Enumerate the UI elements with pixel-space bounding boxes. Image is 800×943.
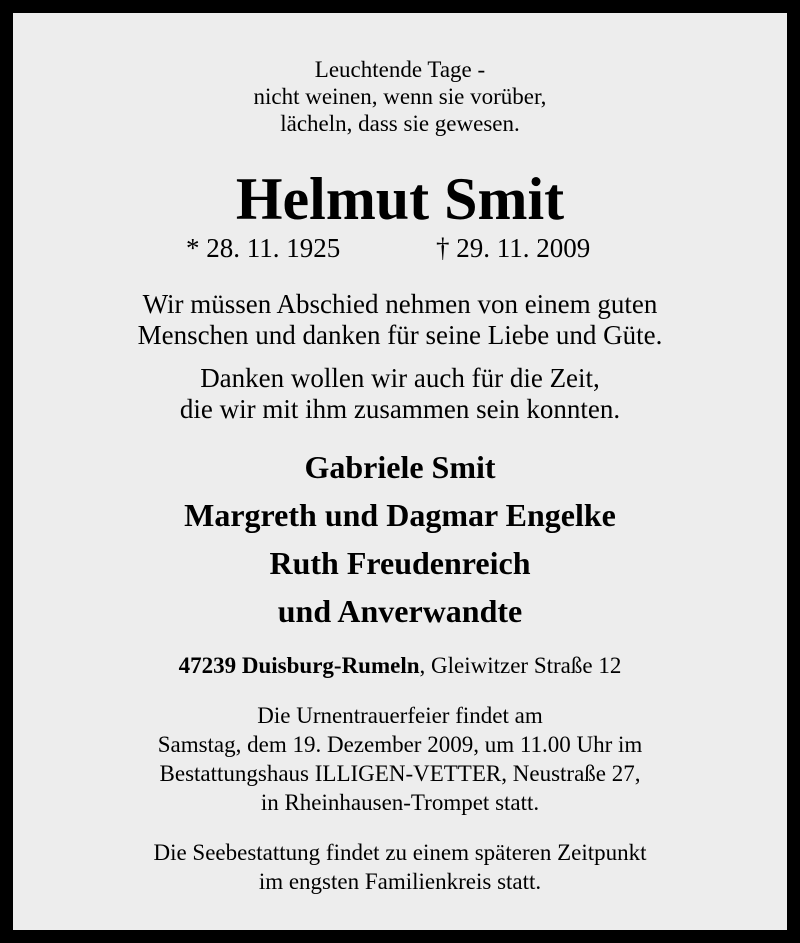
poem-line: lächeln, dass sie gewesen. — [280, 111, 520, 136]
burial-info — [13, 838, 787, 896]
burial-line: Die Seebestattung findet zu einem späteren Zeitpunkt — [153, 840, 647, 865]
mourners-list — [13, 443, 787, 635]
ceremony-info — [13, 701, 787, 817]
ceremony-line: Die Urnentrauerfeier findet am — [257, 703, 543, 728]
birth-date: * 28. 11. 1925 — [186, 233, 341, 263]
address-line — [13, 651, 787, 681]
farewell-line: Menschen und danken für seine Liebe und Güte. — [137, 320, 663, 350]
mourner-name: Gabriele Smit — [304, 449, 496, 485]
family-address — [13, 651, 787, 681]
mourner-name: Margreth und Dagmar Engelke — [184, 497, 616, 533]
gratitude-line: Danken wollen wir auch für die Zeit, — [200, 363, 600, 393]
obituary-notice — [13, 13, 787, 930]
mourner-name: Ruth Freudenreich — [269, 545, 531, 581]
burial-line: im engsten Familienkreis statt. — [258, 869, 542, 894]
ceremony-line: Samstag, dem 19. Dezember 2009, um 11.00 Uhr im — [157, 732, 643, 757]
ceremony-line: Bestattungshaus ILLIGEN-VETTER, Neustraße 27, — [159, 761, 641, 786]
gratitude-line: die wir mit ihm zusammen sein konnten. — [179, 394, 621, 424]
farewell-text — [13, 289, 787, 351]
gratitude-text — [13, 363, 787, 425]
mourner-name: und Anverwandte — [277, 593, 523, 629]
deceased-name: Helmut Smit — [235, 166, 565, 232]
ceremony-line: in Rheinhausen-Trompet statt. — [260, 790, 540, 815]
address-street: , Gleiwitzer Straße 12 — [419, 653, 622, 678]
address-city: 47239 Duisburg-Rumeln — [178, 653, 420, 678]
farewell-line: Wir müssen Abschied nehmen von einem guten — [142, 289, 658, 319]
death-date: † 29. 11. 2009 — [436, 233, 591, 263]
memorial-poem — [13, 56, 787, 137]
poem-line: Leuchtende Tage - — [314, 57, 486, 82]
poem-line: nicht weinen, wenn sie vorüber, — [253, 84, 547, 109]
